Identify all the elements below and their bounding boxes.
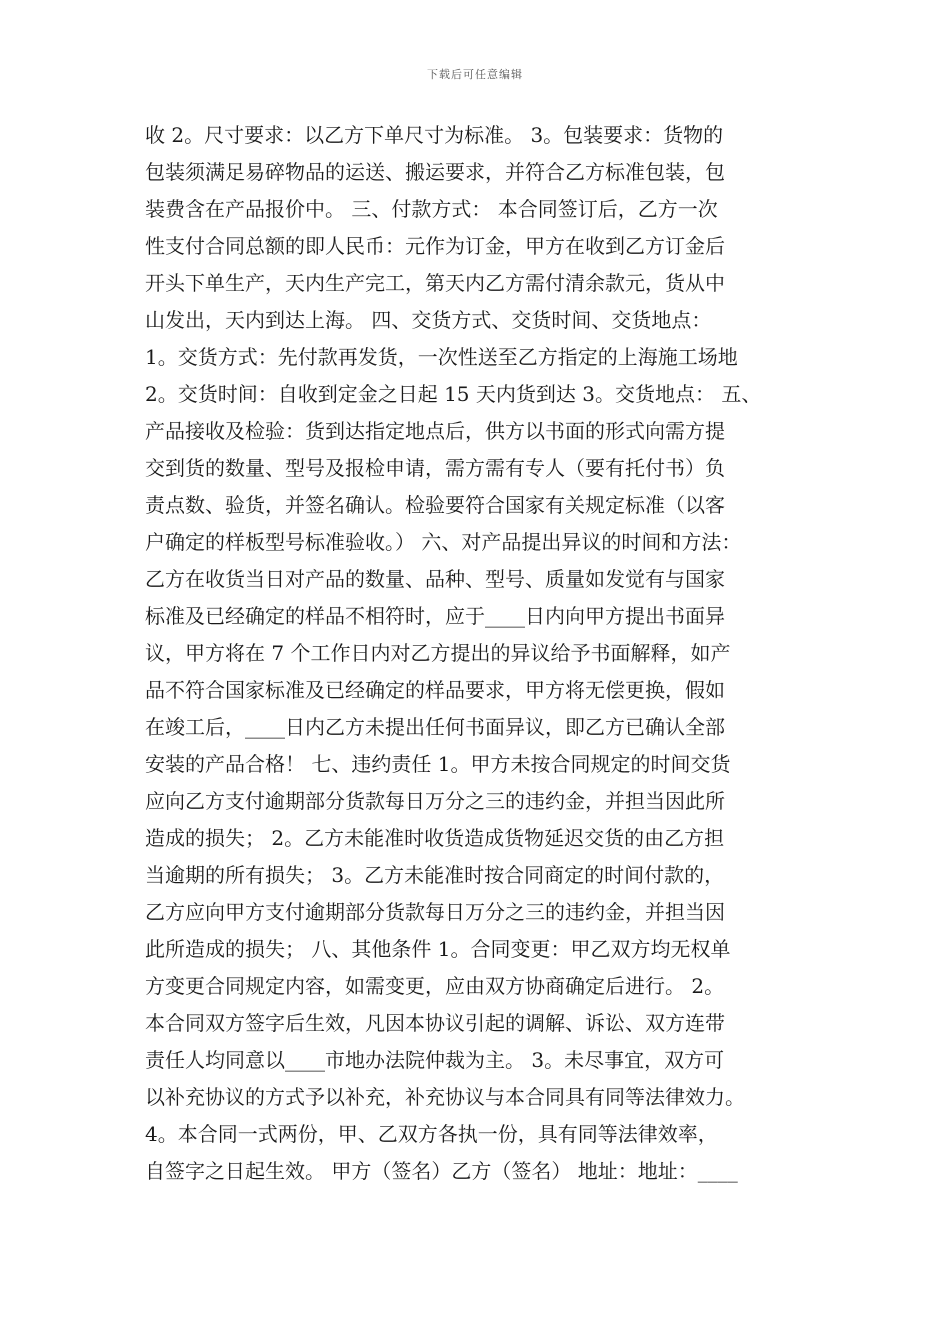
text-line: 标准及已经确定的样品不相符时，应于____日内向甲方提出书面异 xyxy=(145,604,725,628)
document-body xyxy=(145,117,825,1190)
text-line: 以补充协议的方式予以补充，补充协议与本合同具有同等法律效力。 xyxy=(145,1085,745,1109)
text-line: 在竣工后，____日内乙方未提出任何书面异议，即乙方已确认全部 xyxy=(145,715,725,739)
text-line: 装费含在产品报价中。 三、付款方式： 本合同签订后，乙方一次 xyxy=(145,197,718,221)
text-line: 方变更合同规定内容，如需变更，应由双方协商确定后进行。 2。 xyxy=(145,974,725,998)
text-line: 4。本合同一式两份，甲、乙双方各执一份，具有同等法律效率， xyxy=(145,1122,718,1146)
text-line: 收 2。尺寸要求：以乙方下单尺寸为标准。 3。包装要求：货物的 xyxy=(145,123,724,147)
text-line: 自签字之日起生效。 甲方（签名）乙方（签名） 地址：地址：____ xyxy=(145,1159,738,1183)
text-line: 责点数、验货，并签名确认。检验要符合国家有关规定标准（以客 xyxy=(145,493,725,517)
text-line: 责任人均同意以____市地办法院仲裁为主。 3。未尽事宜，双方可 xyxy=(145,1048,725,1072)
text-line: 乙方在收货当日对产品的数量、品种、型号、质量如发觉有与国家 xyxy=(145,567,725,591)
text-line: 本合同双方签字后生效，凡因本协议引起的调解、诉讼、双方连带 xyxy=(145,1011,725,1035)
text-line: 2。交货时间：自收到定金之日起 15 天内货到达 3。交货地点： 五、 xyxy=(145,382,762,406)
text-line: 应向乙方支付逾期部分货款每日万分之三的违约金，并担当因此所 xyxy=(145,789,725,813)
text-line: 产品接收及检验：货到达指定地点后，供方以书面的形式向需方提 xyxy=(145,419,725,443)
text-line: 开头下单生产，天内生产完工，第天内乙方需付清余款元，货从中 xyxy=(145,271,725,295)
text-line: 包装须满足易碎物品的运送、搬运要求，并符合乙方标准包装，包 xyxy=(145,160,725,184)
text-line: 造成的损失； 2。乙方未能准时收货造成货物延迟交货的由乙方担 xyxy=(145,826,725,850)
text-line: 1。交货方式：先付款再发货，一次性送至乙方指定的上海施工场地 xyxy=(145,345,738,369)
text-line: 交到货的数量、型号及报检申请，需方需有专人（要有托付书）负 xyxy=(145,456,725,480)
text-line: 户确定的样板型号标准验收。） 六、对产品提出异议的时间和方法： xyxy=(145,530,742,554)
text-line: 性支付合同总额的即人民币：元作为订金，甲方在收到乙方订金后 xyxy=(145,234,725,258)
text-line: 当逾期的所有损失； 3。乙方未能准时按合同商定的时间付款的， xyxy=(145,863,725,887)
text-line: 安装的产品合格！ 七、违约责任 1。甲方未按合同规定的时间交货 xyxy=(145,752,731,776)
text-line: 议，甲方将在 7 个工作日内对乙方提出的异议给予书面解释，如产 xyxy=(145,641,731,665)
text-line: 品不符合国家标准及已经确定的样品要求，甲方将无偿更换，假如 xyxy=(145,678,725,702)
page-header: 下载后可任意编辑 xyxy=(427,68,523,81)
text-line: 此所造成的损失； 八、其他条件 1。合同变更：甲乙双方均无权单 xyxy=(145,937,731,961)
text-line: 山发出，天内到达上海。 四、交货方式、交货时间、交货地点： xyxy=(145,308,712,332)
text-line: 乙方应向甲方支付逾期部分货款每日万分之三的违约金，并担当因 xyxy=(145,900,725,924)
